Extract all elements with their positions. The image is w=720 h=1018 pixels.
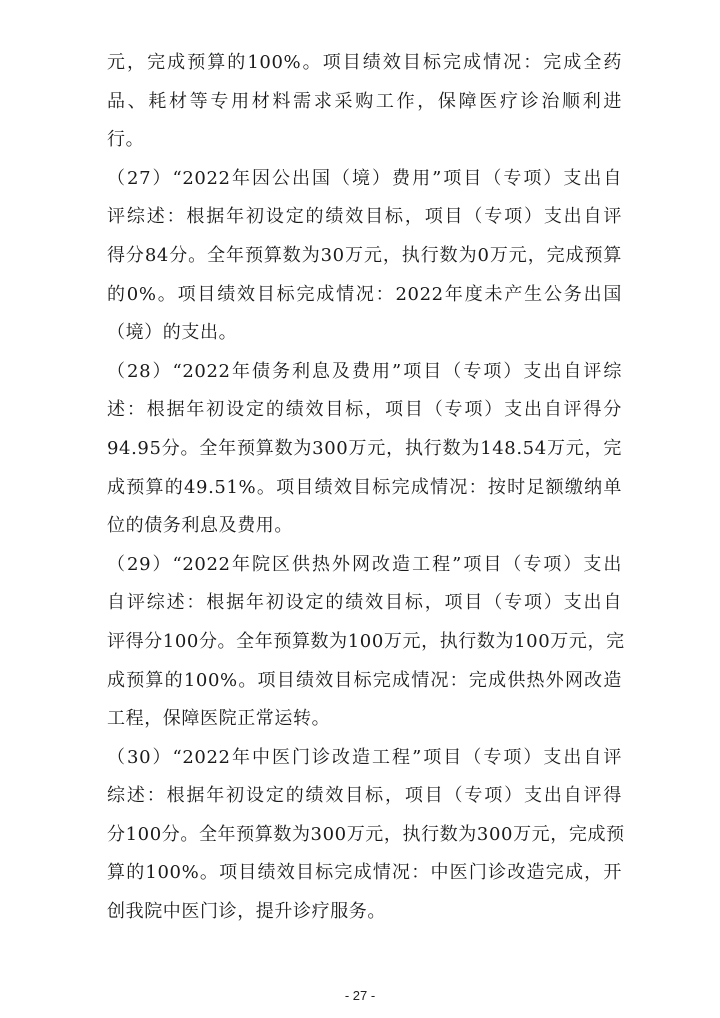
text-line: （29）“2022年院区供热外网改造工程”项目（专项）支出 <box>107 553 622 575</box>
text-line: 分100分。全年预算数为300万元，执行数为300万元，完成预 <box>107 823 625 845</box>
text-line: （28）“2022年债务利息及费用”项目（专项）支出自评综 <box>107 360 622 382</box>
text-line: 得分84分。全年预算数为30万元，执行数为0万元，完成预算 <box>107 244 622 266</box>
text-line: （境）的支出。 <box>107 322 238 344</box>
text-line: 工程，保障医院正常运转。 <box>107 708 331 730</box>
page-number: - 27 - <box>344 988 376 1003</box>
text-line: 算的100%。项目绩效目标完成情况：中医门诊改造完成，开 <box>107 862 622 884</box>
text-line: 位的债务利息及费用。 <box>107 515 293 537</box>
text-line: 自评综述：根据年初设定的绩效目标，项目（专项）支出自 <box>107 592 622 614</box>
text-line: 评综述：根据年初设定的绩效目标，项目（专项）支出自评 <box>107 206 622 228</box>
text-line: 综述：根据年初设定的绩效目标，项目（专项）支出自评得 <box>107 785 622 807</box>
text-line: （30）“2022年中医门诊改造工程”项目（专项）支出自评 <box>107 746 622 768</box>
body-text <box>107 44 625 932</box>
text-line: （27）“2022年因公出国（境）费用”项目（专项）支出自 <box>107 167 622 189</box>
text-line: 创我院中医门诊，提升诊疗服务。 <box>107 901 386 923</box>
text-line: 成预算的100%。项目绩效目标完成情况：完成供热外网改造 <box>107 669 622 691</box>
text-line: 的0%。项目绩效目标完成情况：2022年度未产生公务出国 <box>107 283 622 305</box>
text-line: 94.95分。全年预算数为300万元，执行数为148.54万元，完 <box>107 437 622 459</box>
text-line: 元，完成预算的100%。项目绩效目标完成情况：完成全药 <box>107 52 622 73</box>
text-line: 行。 <box>107 129 145 151</box>
text-line: 成预算的49.51%。项目绩效目标完成情况：按时足额缴纳单 <box>107 476 622 498</box>
text-line: 品、耗材等专用材料需求采购工作，保障医疗诊治顺利进 <box>107 90 622 112</box>
text-line: 评得分100分。全年预算数为100万元，执行数为100万元，完 <box>107 630 625 652</box>
text-line: 述：根据年初设定的绩效目标，项目（专项）支出自评得分 <box>107 399 622 421</box>
